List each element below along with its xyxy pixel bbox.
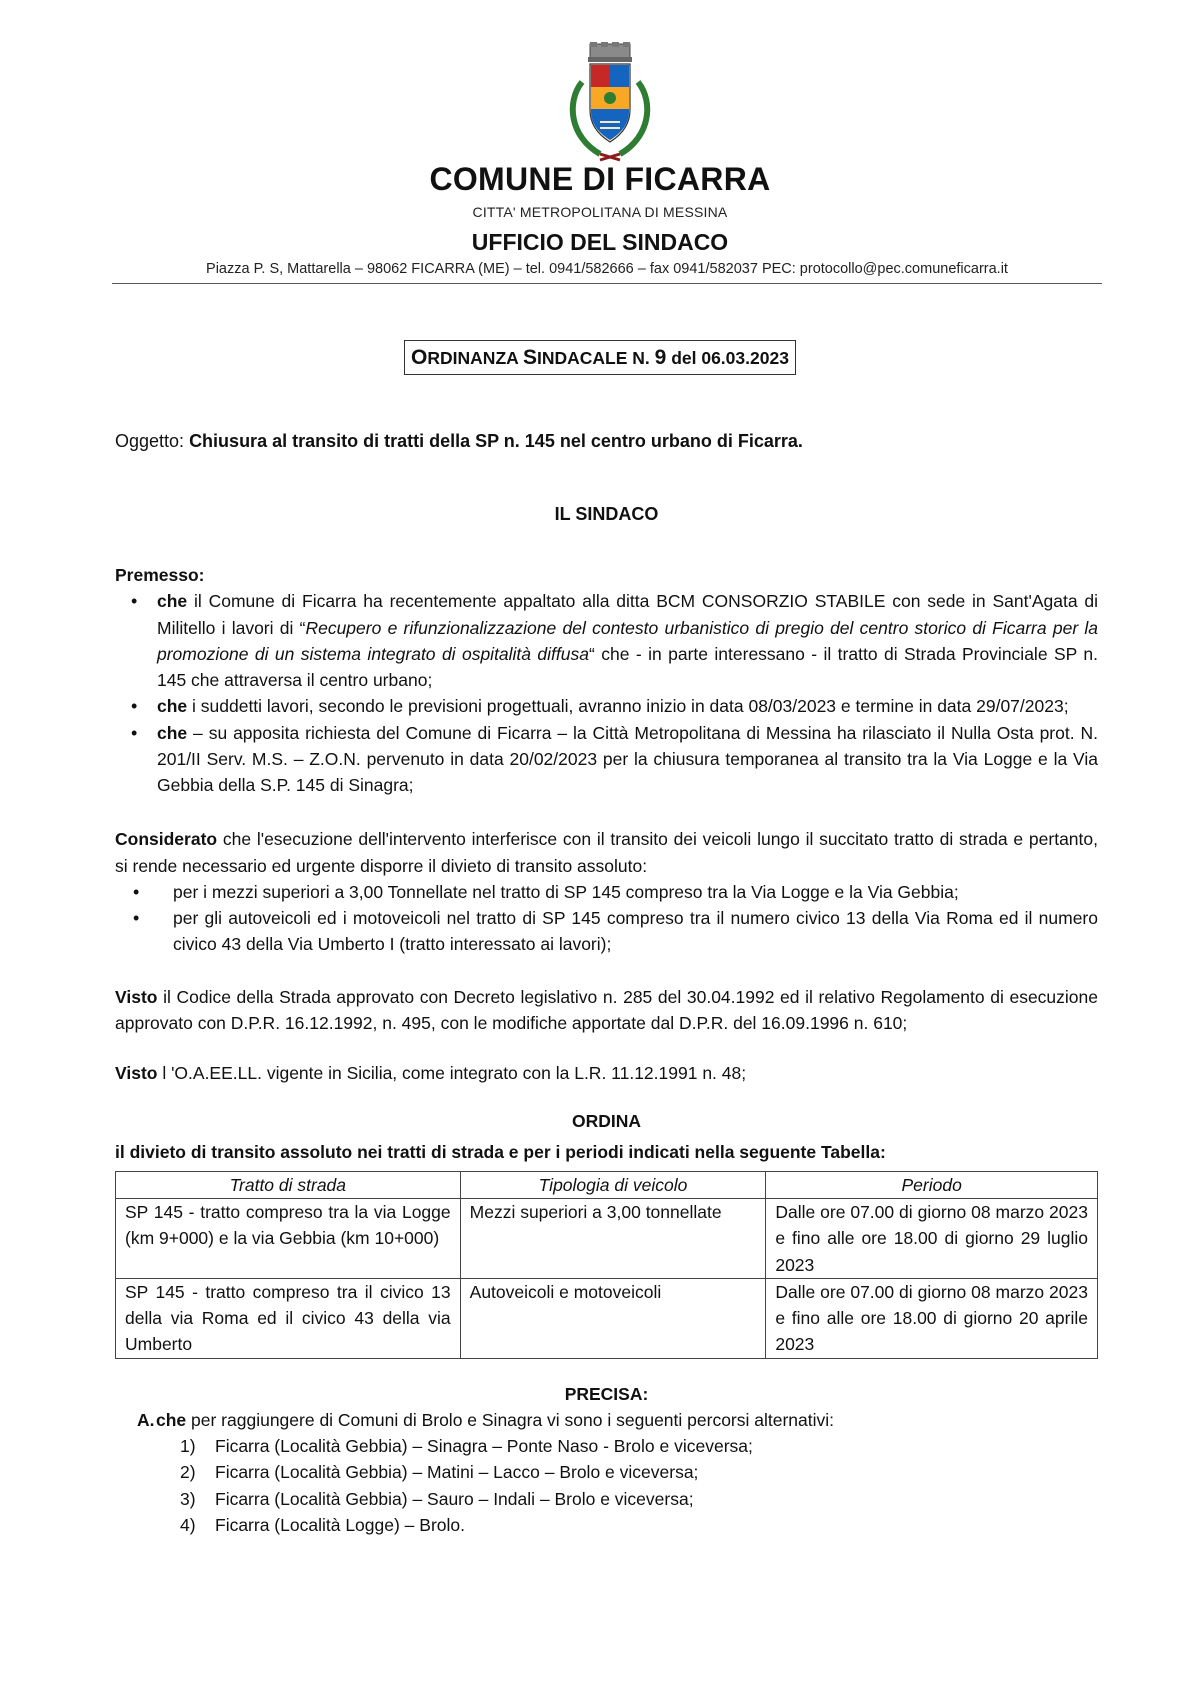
closure-table <box>115 1171 1098 1359</box>
route-number: 1) <box>180 1436 196 1456</box>
table-row <box>116 1278 1098 1358</box>
ordina-text: il divieto di transito assoluto nei tratti di strada e per i periodi indicati nella seguente Tabella: <box>115 1141 886 1162</box>
considerato-list <box>115 879 1098 958</box>
ordinance-title <box>404 340 796 375</box>
route-text: Ficarra (Località Gebbia) – Matini – Lacco – Brolo e viceversa; <box>215 1462 699 1483</box>
table-header-row <box>116 1171 1098 1198</box>
list-item-text: – su apposita richiesta del Comune di Ficarra – la Città Metropolitana di Messina ha rilasciato il Nulla Osta prot. N. 201/II Serv. M.S. – Z.O.N. pervenuto in data 20/02/2023 per la chiusura temporanea al transito tra la Via Logge e la Via Gebbia della S.P. 145 di Sinagra; <box>157 722 1098 795</box>
che-keyword: che <box>157 696 188 717</box>
cell-periodo: Dalle ore 07.00 di giorno 08 marzo 2023 e fino alle ore 18.00 di giorno 29 luglio 2023 <box>766 1199 1098 1279</box>
office-name: UFFICIO DEL SINDACO <box>471 229 729 256</box>
subject-text: Chiusura al transito di tratti della SP n. 145 nel centro urbano di Ficarra. <box>189 431 803 451</box>
list-item: • per i mezzi superiori a 3,00 Tonnellate nel tratto di SP 145 compreso tra la Via Logge e la Via Gebbia; <box>115 879 1098 905</box>
ordinance-number: 9 <box>654 346 667 369</box>
visto-label: Visto <box>115 1063 158 1083</box>
cell-tipologia: Mezzi superiori a 3,00 tonnellate <box>460 1199 766 1279</box>
column-header-tratto: Tratto di strada <box>116 1171 461 1198</box>
considerato-label: Considerato <box>115 829 218 850</box>
visto-codice-paragraph <box>115 984 1098 1037</box>
table-row <box>116 1199 1098 1279</box>
subject-label: Oggetto: <box>115 431 190 451</box>
route-text: Ficarra (Località Gebbia) – Sauro – Indali – Brolo e viceversa; <box>215 1488 694 1509</box>
address-line: Piazza P. S, Mattarella – 98062 FICARRA (ME) – tel. 0941/582666 – fax 0941/582037 PEC: protocollo@pec.comuneficarra.it <box>112 259 1102 284</box>
considerato-paragraph <box>115 826 1098 879</box>
ordinance-title-word-1: RDINANZA <box>427 348 523 368</box>
premesso-label: Premesso: <box>115 565 205 585</box>
visto-label: Visto <box>115 986 158 1007</box>
metropolitan-city: CITTA' METROPOLITANA DI MESSINA <box>472 204 728 221</box>
list-item <box>180 1486 1098 1512</box>
ordinance-date: del 06.03.2023 <box>666 348 789 368</box>
il-sindaco-heading: IL SINDACO <box>554 504 659 524</box>
list-item <box>180 1459 1098 1485</box>
alternative-routes-list <box>115 1433 1098 1538</box>
visto-text: il Codice della Strada approvato con Decreto legislativo n. 285 del 30.04.1992 ed il relativo Regolamento di esecuzione approvato con D.P.R. 16.12.1992, n. 495, con le modifiche apportate dal D.P.R. del 16.09.1996 n. 610; <box>115 986 1098 1033</box>
column-header-tipologia: Tipologia di veicolo <box>460 1171 766 1198</box>
route-text: Ficarra (Località Gebbia) – Sinagra – Ponte Naso - Brolo e viceversa; <box>215 1436 753 1456</box>
ordinance-title-initial-s: S <box>522 346 537 369</box>
visto-oaeell-paragraph <box>115 1060 1098 1086</box>
list-item <box>115 588 1098 693</box>
che-keyword: che <box>157 591 188 612</box>
precisa-item-a <box>115 1407 1098 1433</box>
list-item-text: i suddetti lavori, secondo le previsioni progettuali, avranno inizio in data 08/03/2023 e termine in data 29/07/2023; <box>187 696 1069 717</box>
list-item: • per gli autoveicoli ed i motoveicoli nel tratto di SP 145 compreso tra il numero civico 13 della Via Roma ed il numero civico 43 della Via Umberto I (tratto interessato ai lavori); <box>115 905 1098 958</box>
letterhead <box>0 160 1200 257</box>
route-number: 4) <box>180 1514 196 1535</box>
cell-tratto: SP 145 - tratto compreso tra la via Logge (km 9+000) e la via Gebbia (km 10+000) <box>116 1199 461 1279</box>
document-body <box>115 428 1098 1538</box>
premesso-list <box>115 588 1098 798</box>
visto-text: l 'O.A.EE.LL. vigente in Sicilia, come integrato con la L.R. 11.12.1991 n. 48; <box>157 1063 747 1083</box>
list-item <box>180 1512 1098 1538</box>
considerato-text: che l'esecuzione dell'intervento interferisce con il transito dei veicoli lungo il succitato tratto di strada e pertanto, si rende necessario ed urgente disporre il divieto di transito assoluto: <box>115 829 1098 876</box>
che-keyword: che <box>157 722 188 743</box>
cell-tipologia: Autoveicoli e motoveicoli <box>460 1278 766 1358</box>
list-item-text: “ che - in parte interessano - il tratto di Strada Provinciale SP n. 145 che attraversa il centro urbano; <box>157 643 1098 690</box>
cell-tratto: SP 145 - tratto compreso tra il civico 13 della via Roma ed il civico 43 della via Umberto <box>116 1278 461 1358</box>
route-text: Ficarra (Località Logge) – Brolo. <box>215 1514 465 1535</box>
precisa-heading: PRECISA: <box>564 1383 649 1404</box>
list-item <box>115 720 1098 799</box>
precisa-item-text: per raggiungere di Comuni di Brolo e Sinagra vi sono i seguenti percorsi alternativi: <box>186 1409 835 1430</box>
ordina-heading: ORDINA <box>571 1111 642 1132</box>
ordinance-title-wrap <box>0 340 1200 375</box>
list-item <box>115 693 1098 719</box>
ordinance-title-initial-o: O <box>411 346 428 369</box>
route-number: 3) <box>180 1488 196 1509</box>
column-header-periodo: Periodo <box>766 1171 1098 1198</box>
project-title-italic: Recupero e rifunzionalizzazione del contesto urbanistico di pregio del centro storico di Ficarra per la promozione di un sistema integrato di ospitalità diffusa <box>157 617 1099 664</box>
list-item <box>180 1433 1098 1459</box>
municipality-name: COMUNE DI FICARRA <box>429 161 771 197</box>
item-letter: A. <box>137 1409 155 1430</box>
list-item-text: il Comune di Ficarra ha recentemente appaltato alla ditta BCM CONSORZIO STABILE con sede in Sant'Agata di Militello i lavori di “ <box>157 591 1098 638</box>
cell-periodo: Dalle ore 07.00 di giorno 08 marzo 2023 e fino alle ore 18.00 di giorno 20 aprile 2023 <box>766 1278 1098 1358</box>
route-number: 2) <box>180 1462 196 1483</box>
coat-of-arms-emblem <box>560 42 660 167</box>
che-keyword: che <box>156 1409 187 1430</box>
ordinance-title-word-2: INDACALE N. <box>537 348 655 368</box>
subject-line <box>115 428 1098 455</box>
